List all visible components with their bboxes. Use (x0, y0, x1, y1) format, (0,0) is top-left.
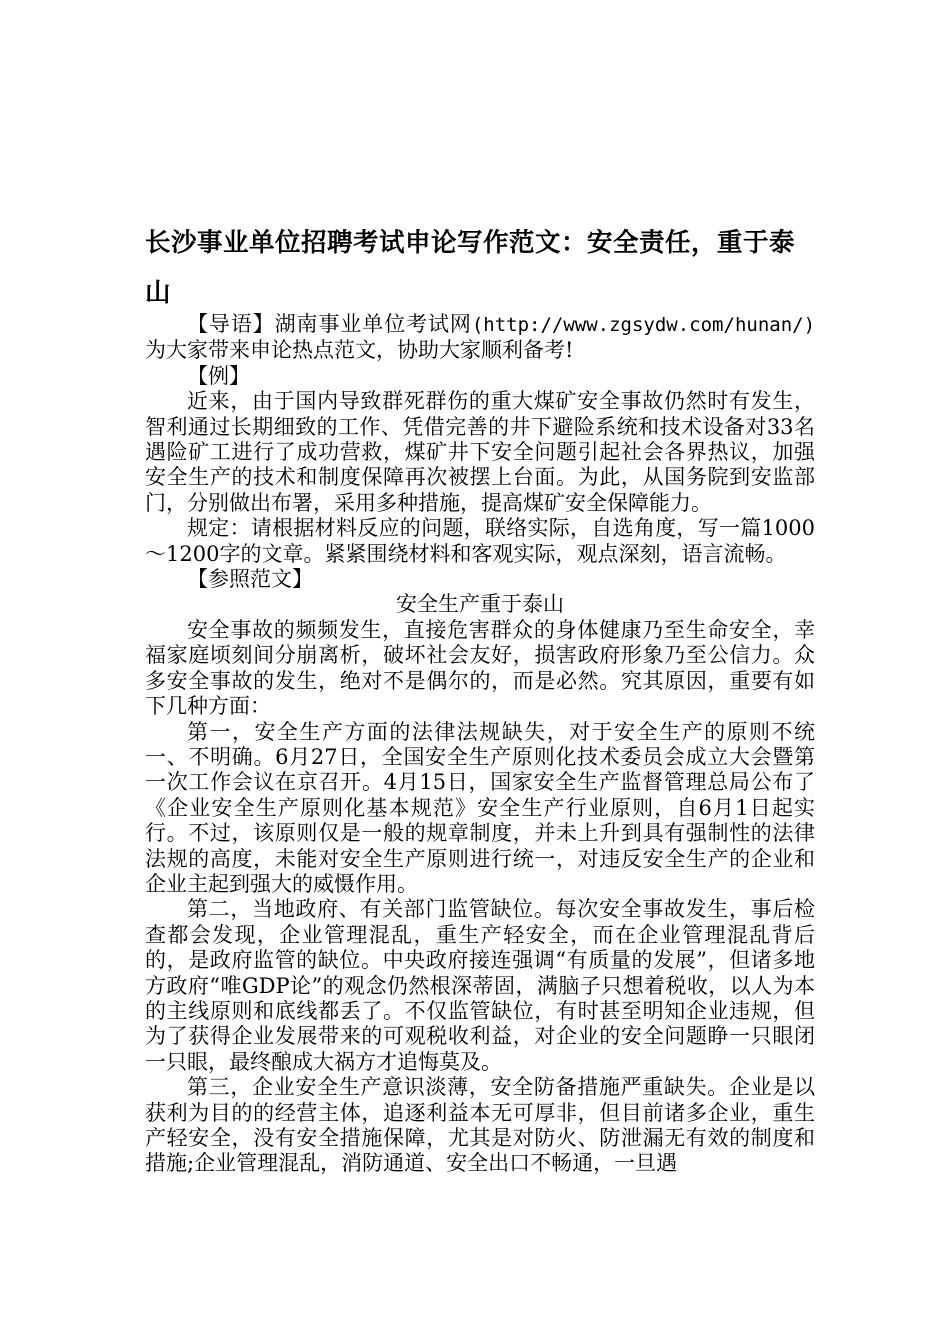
essay-paragraph: 第二，当地政府、有关部门监管缺位。每次安全事故发生，事后检查都会发现，企业管理混乱，重生产轻安全，而在企业管理混乱背后的，是政府监管的缺位。中央政府接连强调“有质量的发展”，但诸多地方政府“唯GDP论”的观念仍然根深蒂固，满脑子只想着税收，以人为本的主线原则和底线都丢了。不仅监管缺位，有时甚至明知企业违规，但为了获得企业发展带来的可观税收利益，对企业的安全问题睁一只眼闭一只眼，最终酿成大祸方才追悔莫及。 (145, 897, 815, 1074)
example-label: 【例】 (187, 363, 250, 388)
reference-label: 【参照范文】 (187, 567, 313, 592)
essay-paragraph: 第三，企业安全生产意识淡薄，安全防备措施严重缺失。企业是以获利为目的的经营主体，追逐利益本无可厚非，但目前诸多企业，重生产轻安全，没有安全措施保障，尤其是对防火、防泄漏无有效的制度和措施;企业管理混乱，消防通道、安全出口不畅通，一旦遇 (145, 1075, 815, 1176)
document-body (145, 312, 815, 1177)
requirement-paragraph: 规定：请根据材料反应的问题，联络实际，自选角度，写一篇1000～1200字的文章。紧紧围绕材料和客观实际，观点深刻，语言流畅。 (145, 516, 815, 566)
example-paragraph: 近来，由于国内导致群死群伤的重大煤矿安全事故仍然时有发生，智利通过长期细致的工作、凭借完善的井下避险系统和技术设备对33名遇险矿工进行了成功营救，煤矿井下安全问题引起社会各界热议，加强安全生产的技术和制度保障再次被摆上台面。为此，从国务院到安监部门，分别做出布署，采用多种措施，提高煤矿安全保障能力。 (145, 389, 815, 515)
essay-paragraph: 第一，安全生产方面的法律法规缺失，对于安全生产的原则不统一、不明确。6月27日，全国安全生产原则化技术委员会成立大会暨第一次工作会议在京召开。4月15日，国家安全生产监督管理总局公布了《企业安全生产原则化基本规范》安全生产行业原则，自6月1日起实行。不过，该原则仅是一般的规章制度，并未上升到具有强制性的法律法规的高度，未能对安全生产原则进行统一，对违反安全生产的企业和企业主起到强大的威慑作用。 (145, 719, 815, 896)
intro-url: (http://www.zgsydw.com/hunan/) (471, 314, 816, 336)
intro-label: 【导语】 (187, 312, 275, 336)
intro-rest: 为大家带来申论热点范文，协助大家顺利备考! (145, 338, 574, 363)
essay-paragraph: 安全事故的频频发生，直接危害群众的身体健康乃至生命安全，幸福家庭顷刻间分崩离析，破坏社会友好，损害政府形象乃至公信力。众多安全事故的发生，绝对不是偶尔的，而是必然。究其原因，重要有如下几种方面： (145, 617, 815, 719)
essay-title: 安全生产重于泰山 (396, 592, 564, 617)
intro-text: 湖南事业单位考试网 (274, 312, 472, 336)
document-title: 长沙事业单位招聘考试申论写作范文：安全责任，重于泰山 (145, 228, 796, 308)
intro-paragraph (145, 312, 815, 364)
